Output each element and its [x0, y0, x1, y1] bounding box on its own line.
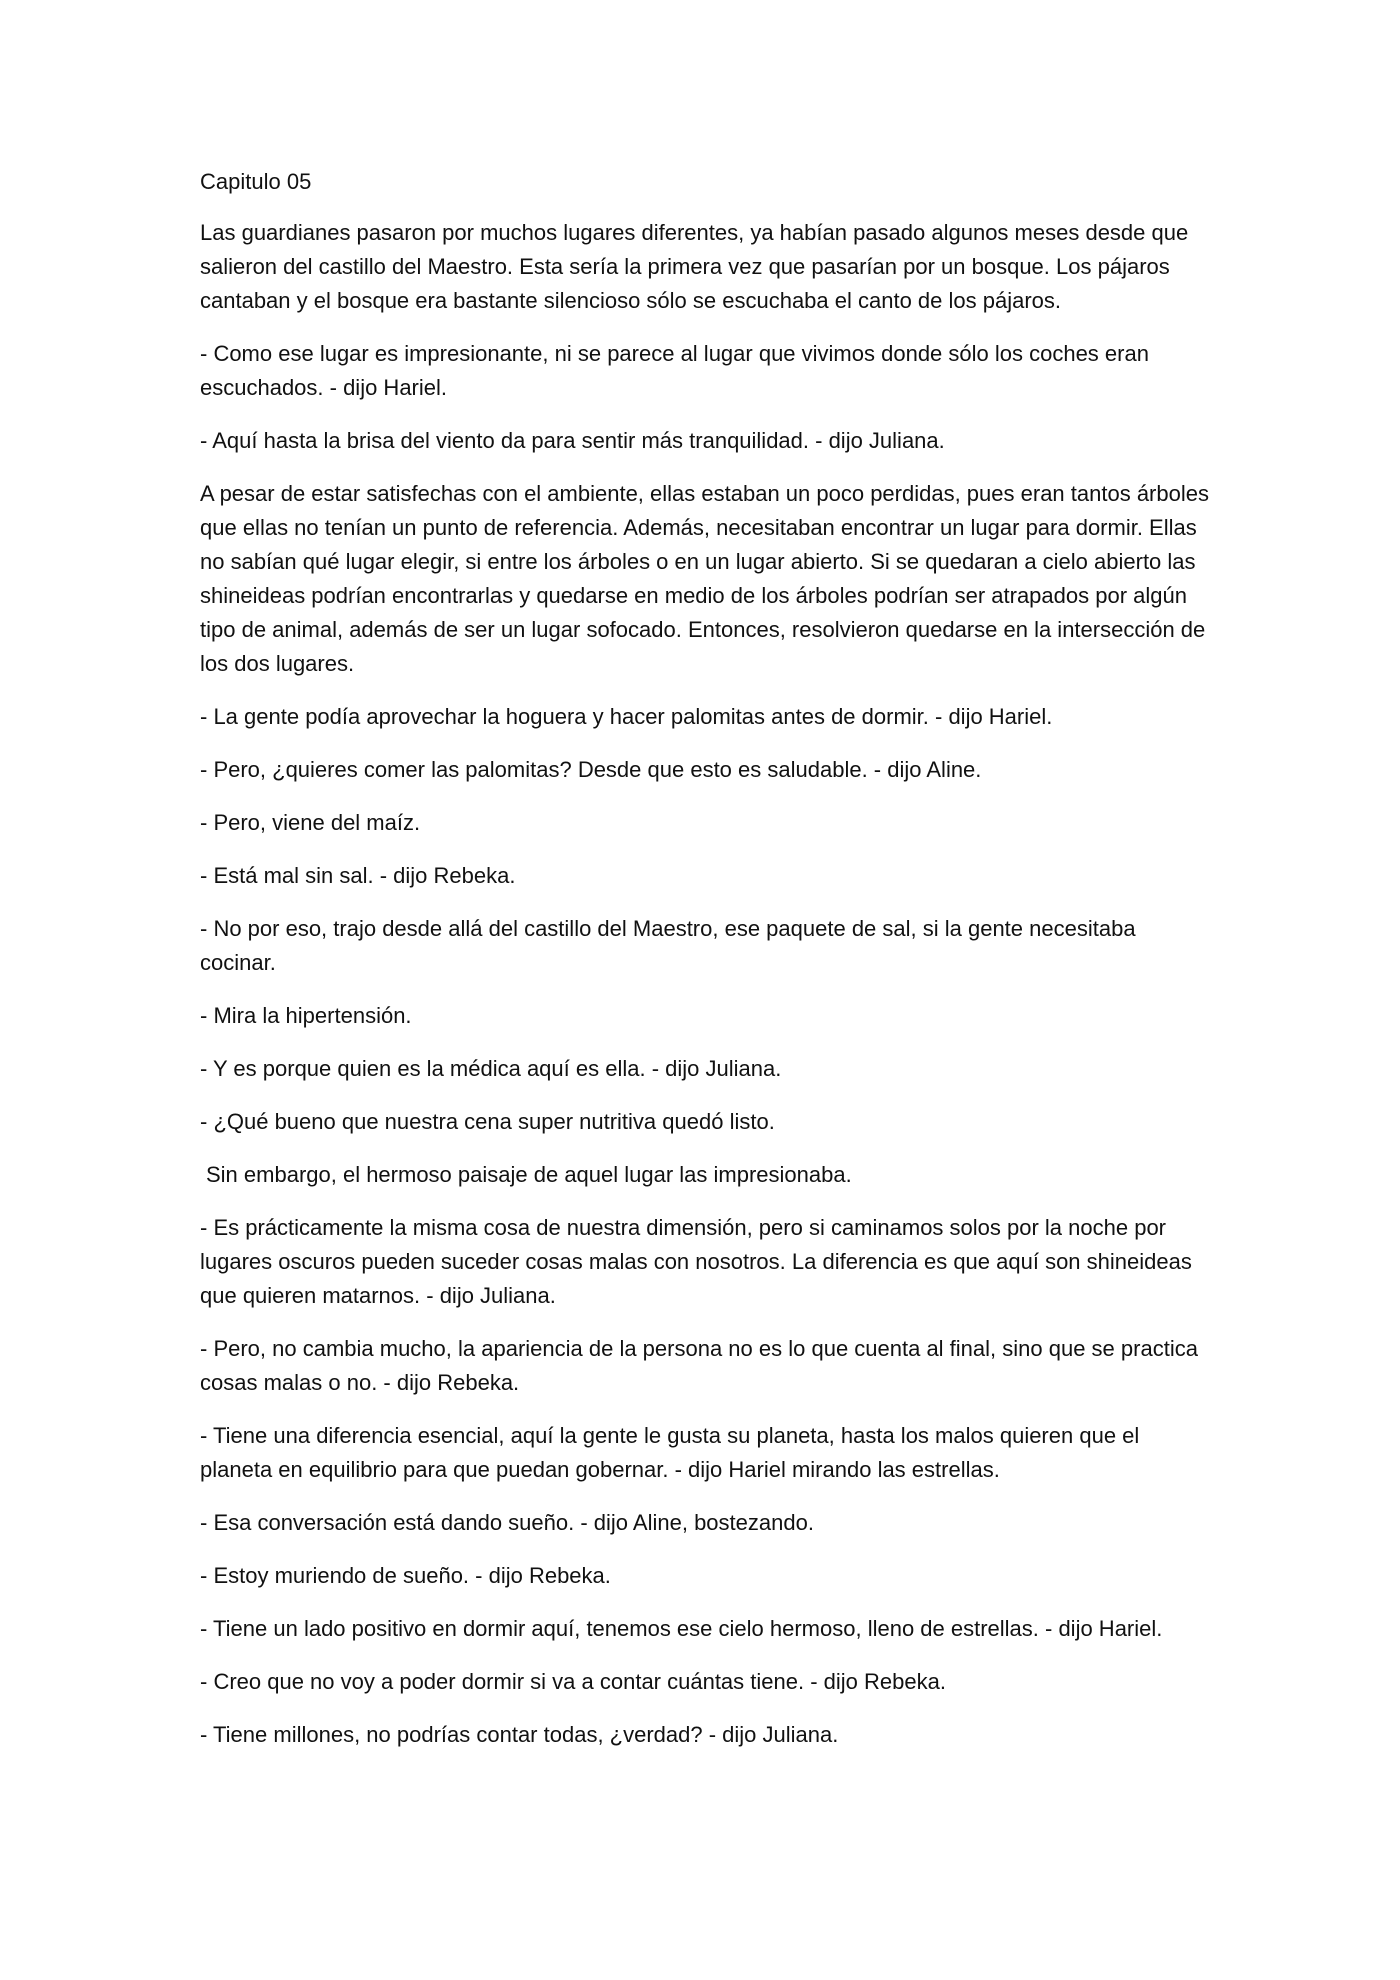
paragraph: Sin embargo, el hermoso paisaje de aquel lugar las impresionaba. [206, 1162, 852, 1187]
paragraph: - Creo que no voy a poder dormir si va a contar cuántas tiene. - dijo Rebeka. [200, 1669, 946, 1694]
paragraph: - ¿Qué bueno que nuestra cena super nutritiva quedó listo. [200, 1109, 775, 1134]
paragraph: - Pero, ¿quieres comer las palomitas? Desde que esto es saludable. - dijo Aline. [200, 757, 982, 782]
paragraph: - Tiene un lado positivo en dormir aquí, tenemos ese cielo hermoso, lleno de estrellas. - dijo Hariel. [200, 1616, 1163, 1641]
document-body [200, 165, 1210, 1771]
paragraph: - Esa conversación está dando sueño. - dijo Aline, bostezando. [200, 1510, 814, 1535]
paragraph: - Tiene millones, no podrías contar todas, ¿verdad? - dijo Juliana. [200, 1722, 839, 1747]
paragraph: - Está mal sin sal. - dijo Rebeka. [200, 863, 516, 888]
paragraph: Las guardianes pasaron por muchos lugares diferentes, ya habían pasado algunos meses desde que salieron del castillo del Maestro. Esta sería la primera vez que pasarían por un bosque. Los pájaros cantaban y el bosque era bastante silencioso sólo se escuchaba el canto de los pájaros. [200, 220, 1189, 313]
paragraph: - Mira la hipertensión. [200, 1003, 412, 1028]
paragraph: - Aquí hasta la brisa del viento da para sentir más tranquilidad. - dijo Juliana. [200, 428, 945, 453]
paragraph: - La gente podía aprovechar la hoguera y hacer palomitas antes de dormir. - dijo Hariel. [200, 704, 1053, 729]
paragraph: - Pero, viene del maíz. [200, 810, 421, 835]
chapter-title: Capitulo 05 [200, 169, 312, 194]
paragraph: - No por eso, trajo desde allá del castillo del Maestro, ese paquete de sal, si la gente necesitaba cocinar. [200, 916, 1136, 975]
paragraph: - Es prácticamente la misma cosa de nuestra dimensión, pero si caminamos solos por la noche por lugares oscuros pueden suceder cosas malas con nosotros. La diferencia es que aquí son shineideas que quieren matarnos. - dijo Juliana. [200, 1215, 1192, 1308]
paragraph: - Estoy muriendo de sueño. - dijo Rebeka. [200, 1563, 611, 1588]
paragraph: - Tiene una diferencia esencial, aquí la gente le gusta su planeta, hasta los malos quieren que el planeta en equilibrio para que puedan gobernar. - dijo Hariel mirando las estrellas. [200, 1423, 1140, 1482]
paragraph: - Y es porque quien es la médica aquí es ella. - dijo Juliana. [200, 1056, 782, 1081]
paragraph: - Como ese lugar es impresionante, ni se parece al lugar que vivimos donde sólo los coches eran escuchados. - dijo Hariel. [200, 341, 1149, 400]
paragraph: A pesar de estar satisfechas con el ambiente, ellas estaban un poco perdidas, pues eran tantos árboles que ellas no tenían un punto de referencia. Además, necesitaban encontrar un lugar para dormir. Ellas no sabían qué lugar elegir, si entre los árboles o en un lugar abierto. Si se quedaran a cielo abierto las shineideas podrían encontrarlas y quedarse en medio de los árboles podrían ser atrapados por algún tipo de animal, además de ser un lugar sofocado. Entonces, resolvieron quedarse en la intersección de los dos lugares. [200, 481, 1209, 676]
paragraph: - Pero, no cambia mucho, la apariencia de la persona no es lo que cuenta al final, sino que se practica cosas malas o no. - dijo Rebeka. [200, 1336, 1198, 1395]
